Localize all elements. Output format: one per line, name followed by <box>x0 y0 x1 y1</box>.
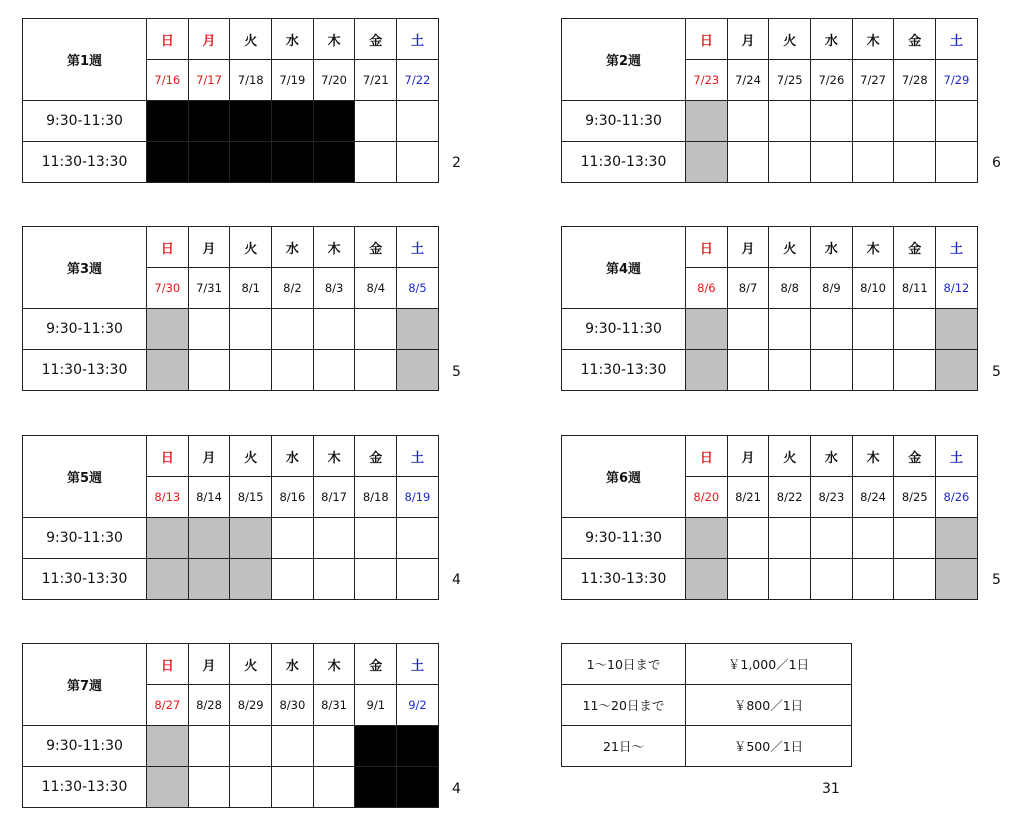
slot-cell-closed <box>272 142 314 183</box>
date-cell: 8/5 <box>397 268 439 309</box>
slot-label: 11:30-13:30 <box>23 767 147 808</box>
slot-cell-open <box>397 101 439 142</box>
day-of-week: 土 <box>936 227 978 268</box>
slot-cell-open <box>811 142 853 183</box>
slot-cell-open <box>852 142 894 183</box>
day-of-week: 木 <box>852 436 894 477</box>
day-of-week: 金 <box>355 227 397 268</box>
slot-cell-unavailable <box>397 309 439 350</box>
slot-label: 9:30-11:30 <box>562 309 686 350</box>
slot-label: 9:30-11:30 <box>23 309 147 350</box>
day-of-week: 水 <box>272 227 314 268</box>
day-of-week: 木 <box>852 227 894 268</box>
slot-label: 11:30-13:30 <box>562 142 686 183</box>
slot-cell-closed <box>355 767 397 808</box>
day-of-week: 木 <box>313 19 355 60</box>
slot-cell-open <box>727 142 769 183</box>
slot-cell-unavailable <box>686 559 728 600</box>
date-cell: 8/6 <box>686 268 728 309</box>
price-range: 1～10日まで <box>562 644 686 685</box>
week-table-4 <box>561 226 978 391</box>
date-cell: 9/1 <box>355 685 397 726</box>
day-of-week: 金 <box>355 644 397 685</box>
slot-cell-unavailable <box>686 101 728 142</box>
date-cell: 7/28 <box>894 60 936 101</box>
slot-cell-open <box>355 309 397 350</box>
date-cell: 9/2 <box>397 685 439 726</box>
slot-cell-closed <box>230 101 272 142</box>
week-table-7 <box>22 643 439 808</box>
slot-cell-open <box>894 142 936 183</box>
slot-cell-closed <box>397 726 439 767</box>
slot-cell-unavailable <box>147 350 189 391</box>
slot-cell-open <box>811 350 853 391</box>
day-of-week: 金 <box>355 436 397 477</box>
day-of-week: 金 <box>355 19 397 60</box>
day-of-week: 金 <box>894 436 936 477</box>
week-count: 2 <box>452 155 461 171</box>
date-cell: 8/4 <box>355 268 397 309</box>
slot-label: 9:30-11:30 <box>562 101 686 142</box>
slot-label: 9:30-11:30 <box>23 518 147 559</box>
slot-cell-unavailable <box>188 559 230 600</box>
week-table-6 <box>561 435 978 600</box>
day-of-week: 火 <box>769 436 811 477</box>
slot-cell-open <box>230 767 272 808</box>
price-value: ￥500／1日 <box>686 726 852 767</box>
week-table-1 <box>22 18 439 183</box>
day-of-week: 火 <box>230 19 272 60</box>
date-cell: 7/21 <box>355 60 397 101</box>
day-of-week: 月 <box>727 227 769 268</box>
slot-cell-closed <box>147 101 189 142</box>
date-cell: 8/26 <box>936 477 978 518</box>
date-cell: 8/15 <box>230 477 272 518</box>
price-range: 11～20日まで <box>562 685 686 726</box>
slot-cell-open <box>397 142 439 183</box>
slot-cell-unavailable <box>147 559 189 600</box>
week-count: 5 <box>452 364 461 380</box>
week-title: 第1週 <box>23 19 147 101</box>
slot-cell-open <box>272 767 314 808</box>
slot-label: 11:30-13:30 <box>23 559 147 600</box>
day-of-week: 火 <box>230 227 272 268</box>
week-table-2 <box>561 18 978 183</box>
slot-cell-open <box>894 559 936 600</box>
slot-cell-open <box>769 350 811 391</box>
date-cell: 8/2 <box>272 268 314 309</box>
slot-cell-open <box>894 101 936 142</box>
slot-cell-open <box>397 559 439 600</box>
week-count: 5 <box>992 364 1001 380</box>
slot-cell-unavailable <box>230 559 272 600</box>
date-cell: 8/10 <box>852 268 894 309</box>
slot-cell-open <box>727 518 769 559</box>
slot-cell-open <box>811 309 853 350</box>
date-cell: 8/30 <box>272 685 314 726</box>
slot-cell-open <box>727 101 769 142</box>
slot-cell-closed <box>355 726 397 767</box>
day-of-week: 日 <box>686 436 728 477</box>
date-cell: 8/18 <box>355 477 397 518</box>
date-cell: 8/21 <box>727 477 769 518</box>
slot-cell-open <box>355 559 397 600</box>
slot-cell-open <box>230 309 272 350</box>
slot-cell-open <box>769 559 811 600</box>
slot-cell-unavailable <box>188 518 230 559</box>
slot-cell-open <box>727 350 769 391</box>
day-of-week: 水 <box>811 227 853 268</box>
slot-cell-open <box>188 767 230 808</box>
slot-cell-open <box>313 559 355 600</box>
slot-cell-open <box>313 726 355 767</box>
date-cell: 8/1 <box>230 268 272 309</box>
date-cell: 7/25 <box>769 60 811 101</box>
date-cell: 7/16 <box>147 60 189 101</box>
day-of-week: 木 <box>313 436 355 477</box>
slot-cell-open <box>313 350 355 391</box>
date-cell: 8/20 <box>686 477 728 518</box>
day-of-week: 日 <box>686 227 728 268</box>
slot-cell-open <box>355 101 397 142</box>
day-of-week: 月 <box>188 644 230 685</box>
day-of-week: 火 <box>230 436 272 477</box>
slot-cell-open <box>727 559 769 600</box>
day-of-week: 日 <box>147 436 189 477</box>
slot-cell-unavailable <box>686 142 728 183</box>
date-cell: 7/24 <box>727 60 769 101</box>
date-cell: 8/29 <box>230 685 272 726</box>
day-of-week: 火 <box>769 19 811 60</box>
date-cell: 7/20 <box>313 60 355 101</box>
slot-cell-unavailable <box>686 350 728 391</box>
price-range: 21日～ <box>562 726 686 767</box>
week-title: 第3週 <box>23 227 147 309</box>
slot-label: 11:30-13:30 <box>562 350 686 391</box>
date-cell: 8/9 <box>811 268 853 309</box>
slot-cell-unavailable <box>936 518 978 559</box>
slot-cell-unavailable <box>230 518 272 559</box>
price-table <box>561 643 852 767</box>
slot-cell-closed <box>272 101 314 142</box>
slot-cell-open <box>355 142 397 183</box>
date-cell: 7/23 <box>686 60 728 101</box>
day-of-week: 火 <box>230 644 272 685</box>
slot-cell-open <box>894 518 936 559</box>
date-cell: 8/14 <box>188 477 230 518</box>
slot-cell-open <box>811 559 853 600</box>
slot-cell-open <box>769 518 811 559</box>
day-of-week: 日 <box>686 19 728 60</box>
slot-cell-open <box>769 101 811 142</box>
slot-cell-open <box>727 309 769 350</box>
price-value: ￥800／1日 <box>686 685 852 726</box>
date-cell: 7/26 <box>811 60 853 101</box>
day-of-week: 月 <box>188 436 230 477</box>
slot-cell-open <box>397 518 439 559</box>
price-value: ￥1,000／1日 <box>686 644 852 685</box>
day-of-week: 火 <box>769 227 811 268</box>
slot-label: 11:30-13:30 <box>23 142 147 183</box>
day-of-week: 日 <box>147 227 189 268</box>
day-of-week: 金 <box>894 227 936 268</box>
date-cell: 7/17 <box>188 60 230 101</box>
slot-cell-open <box>313 309 355 350</box>
slot-cell-open <box>894 350 936 391</box>
slot-cell-closed <box>188 142 230 183</box>
slot-cell-open <box>272 726 314 767</box>
date-cell: 7/18 <box>230 60 272 101</box>
date-cell: 7/30 <box>147 268 189 309</box>
slot-cell-open <box>936 101 978 142</box>
date-cell: 8/13 <box>147 477 189 518</box>
day-of-week: 木 <box>852 19 894 60</box>
slot-cell-unavailable <box>936 350 978 391</box>
slot-cell-open <box>936 142 978 183</box>
date-cell: 8/28 <box>188 685 230 726</box>
week-title: 第5週 <box>23 436 147 518</box>
date-cell: 8/25 <box>894 477 936 518</box>
date-cell: 8/16 <box>272 477 314 518</box>
day-of-week: 日 <box>147 644 189 685</box>
slot-cell-unavailable <box>936 309 978 350</box>
slot-cell-unavailable <box>936 559 978 600</box>
slot-label: 9:30-11:30 <box>562 518 686 559</box>
week-title: 第4週 <box>562 227 686 309</box>
day-of-week: 土 <box>397 227 439 268</box>
slot-cell-closed <box>188 101 230 142</box>
slot-cell-open <box>313 767 355 808</box>
slot-label: 9:30-11:30 <box>23 101 147 142</box>
slot-cell-open <box>272 559 314 600</box>
date-cell: 8/3 <box>313 268 355 309</box>
day-of-week: 水 <box>272 644 314 685</box>
slot-cell-unavailable <box>147 518 189 559</box>
slot-cell-closed <box>313 142 355 183</box>
day-of-week: 水 <box>272 436 314 477</box>
slot-cell-closed <box>313 101 355 142</box>
date-cell: 7/29 <box>936 60 978 101</box>
slot-cell-unavailable <box>397 350 439 391</box>
week-count: 6 <box>992 155 1001 171</box>
slot-cell-open <box>811 101 853 142</box>
slot-cell-open <box>852 350 894 391</box>
day-of-week: 日 <box>147 19 189 60</box>
slot-cell-closed <box>147 142 189 183</box>
week-table-3 <box>22 226 439 391</box>
date-cell: 8/11 <box>894 268 936 309</box>
day-of-week: 月 <box>188 19 230 60</box>
day-of-week: 水 <box>811 19 853 60</box>
date-cell: 8/27 <box>147 685 189 726</box>
slot-cell-closed <box>397 767 439 808</box>
slot-cell-open <box>230 726 272 767</box>
slot-label: 11:30-13:30 <box>562 559 686 600</box>
date-cell: 8/19 <box>397 477 439 518</box>
day-of-week: 水 <box>811 436 853 477</box>
slot-cell-open <box>852 309 894 350</box>
week-count: 4 <box>452 572 461 588</box>
day-of-week: 土 <box>397 644 439 685</box>
slot-cell-open <box>188 350 230 391</box>
week-title: 第7週 <box>23 644 147 726</box>
date-cell: 8/22 <box>769 477 811 518</box>
slot-label: 11:30-13:30 <box>23 350 147 391</box>
day-of-week: 月 <box>727 19 769 60</box>
slot-cell-unavailable <box>147 309 189 350</box>
date-cell: 8/31 <box>313 685 355 726</box>
day-of-week: 月 <box>727 436 769 477</box>
week-count: 5 <box>992 572 1001 588</box>
date-cell: 7/27 <box>852 60 894 101</box>
slot-cell-unavailable <box>147 767 189 808</box>
slot-cell-open <box>852 518 894 559</box>
slot-cell-open <box>355 518 397 559</box>
date-cell: 8/17 <box>313 477 355 518</box>
slot-cell-open <box>355 350 397 391</box>
slot-cell-closed <box>230 142 272 183</box>
slot-cell-open <box>272 309 314 350</box>
slot-cell-open <box>852 101 894 142</box>
date-cell: 8/23 <box>811 477 853 518</box>
slot-cell-unavailable <box>686 309 728 350</box>
week-table-5 <box>22 435 439 600</box>
week-count: 4 <box>452 781 461 797</box>
slot-cell-open <box>230 350 272 391</box>
date-cell: 8/12 <box>936 268 978 309</box>
slot-cell-open <box>188 309 230 350</box>
slot-cell-open <box>188 726 230 767</box>
slot-cell-open <box>769 309 811 350</box>
date-cell: 8/7 <box>727 268 769 309</box>
slot-cell-open <box>272 350 314 391</box>
slot-cell-open <box>852 559 894 600</box>
slot-label: 9:30-11:30 <box>23 726 147 767</box>
date-cell: 8/8 <box>769 268 811 309</box>
date-cell: 7/22 <box>397 60 439 101</box>
date-cell: 7/31 <box>188 268 230 309</box>
day-of-week: 水 <box>272 19 314 60</box>
slot-cell-open <box>894 309 936 350</box>
slot-cell-open <box>313 518 355 559</box>
slot-cell-unavailable <box>686 518 728 559</box>
day-of-week: 土 <box>397 19 439 60</box>
day-of-week: 木 <box>313 227 355 268</box>
slot-cell-open <box>811 518 853 559</box>
day-of-week: 土 <box>397 436 439 477</box>
slot-cell-open <box>272 518 314 559</box>
week-title: 第6週 <box>562 436 686 518</box>
date-cell: 8/24 <box>852 477 894 518</box>
day-of-week: 土 <box>936 436 978 477</box>
slot-cell-unavailable <box>147 726 189 767</box>
day-of-week: 木 <box>313 644 355 685</box>
day-of-week: 月 <box>188 227 230 268</box>
total-count: 31 <box>822 781 840 797</box>
day-of-week: 土 <box>936 19 978 60</box>
week-title: 第2週 <box>562 19 686 101</box>
day-of-week: 金 <box>894 19 936 60</box>
slot-cell-open <box>769 142 811 183</box>
date-cell: 7/19 <box>272 60 314 101</box>
